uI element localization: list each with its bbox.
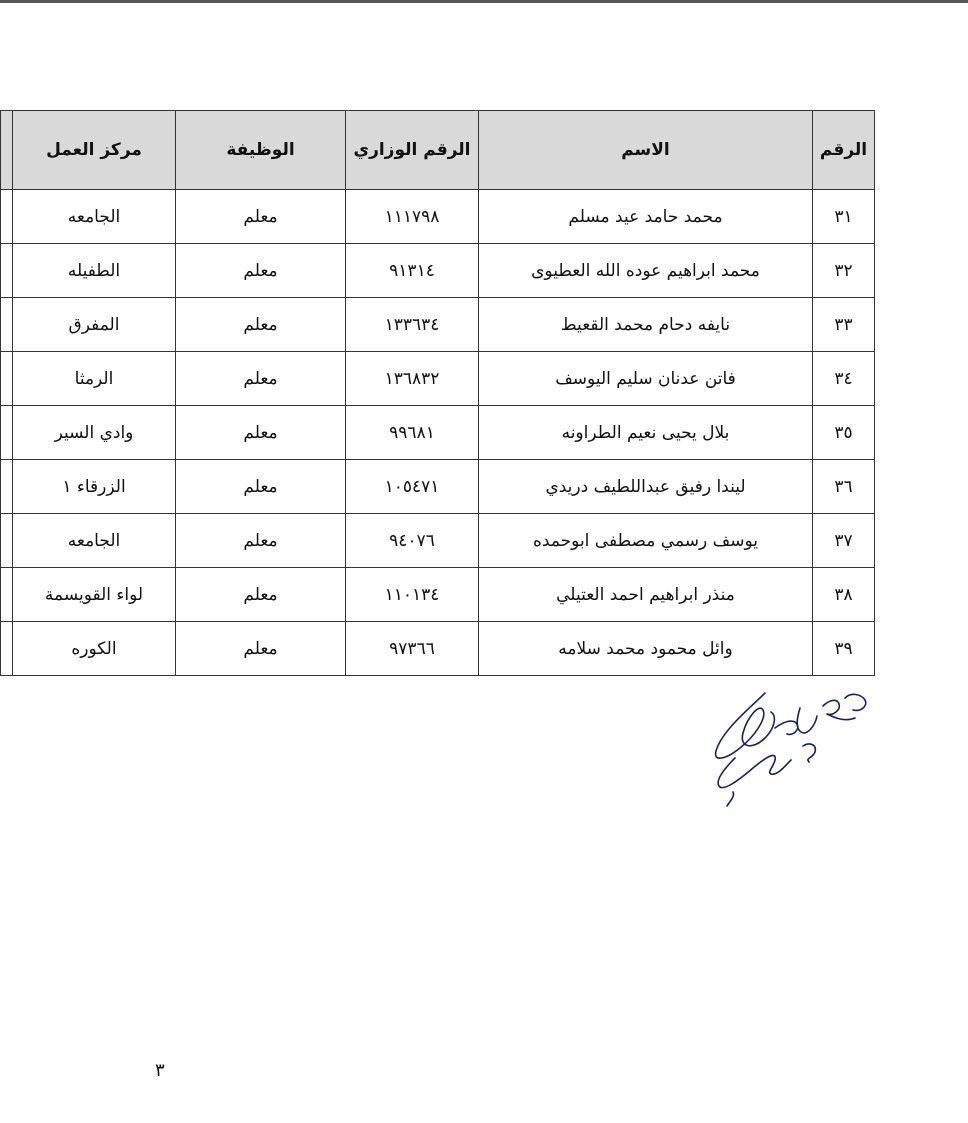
cell-job: معلم [176, 622, 346, 676]
cell-name: يوسف رسمي مصطفى ابوحمده [479, 514, 813, 568]
cell-job: معلم [176, 460, 346, 514]
cell-work-center: الجامعه [13, 514, 176, 568]
cell-ministry-number: ١٠٥٤٧١ [346, 460, 479, 514]
cell-number: ٣٤ [813, 352, 875, 406]
cell-number: ٣٩ [813, 622, 875, 676]
cell-work-center: لواء القويسمة [13, 568, 176, 622]
cell-job: معلم [176, 298, 346, 352]
table-row [1, 622, 875, 676]
cell-work-center: الجامعه [13, 190, 176, 244]
page-number: ٣ [155, 1060, 165, 1081]
header-work-center: مركز العمل [13, 111, 176, 190]
cell-name: محمد حامد عيد مسلم [479, 190, 813, 244]
staff-table-container [0, 110, 874, 676]
cell-extra [1, 190, 13, 244]
cell-extra [1, 352, 13, 406]
cell-work-center: الزرقاء ١ [13, 460, 176, 514]
cell-name: فاتن عدنان سليم اليوسف [479, 352, 813, 406]
header-job: الوظيفة [176, 111, 346, 190]
cell-extra [1, 298, 13, 352]
header-extra [1, 111, 13, 190]
cell-extra [1, 244, 13, 298]
cell-ministry-number: ٩٩٦٨١ [346, 406, 479, 460]
header-number: الرقم [813, 111, 875, 190]
cell-job: معلم [176, 352, 346, 406]
cell-extra [1, 460, 13, 514]
cell-number: ٣٥ [813, 406, 875, 460]
cell-ministry-number: ٩٤٠٧٦ [346, 514, 479, 568]
header-ministry-number: الرقم الوزاري [346, 111, 479, 190]
table-row [1, 244, 875, 298]
cell-ministry-number: ١٣٦٨٣٢ [346, 352, 479, 406]
cell-work-center: الطفيله [13, 244, 176, 298]
cell-number: ٣٣ [813, 298, 875, 352]
header-name: الاسم [479, 111, 813, 190]
cell-extra [1, 622, 13, 676]
cell-name: منذر ابراهيم احمد العتيلي [479, 568, 813, 622]
cell-work-center: وادي السير [13, 406, 176, 460]
cell-work-center: الرمثا [13, 352, 176, 406]
cell-ministry-number: ١٣٣٦٣٤ [346, 298, 479, 352]
table-header-row [1, 111, 875, 190]
cell-ministry-number: ٩١٣١٤ [346, 244, 479, 298]
handwritten-signature [705, 688, 875, 813]
cell-job: معلم [176, 406, 346, 460]
table-row [1, 190, 875, 244]
cell-ministry-number: ٩٧٣٦٦ [346, 622, 479, 676]
cell-name: محمد ابراهيم عوده الله العطيوى [479, 244, 813, 298]
top-border [0, 0, 968, 3]
table-row [1, 514, 875, 568]
cell-ministry-number: ١١١٧٩٨ [346, 190, 479, 244]
cell-number: ٣٧ [813, 514, 875, 568]
cell-number: ٣٢ [813, 244, 875, 298]
cell-name: ليندا رفيق عبداللطيف دريدي [479, 460, 813, 514]
staff-table [0, 110, 875, 676]
cell-extra [1, 514, 13, 568]
cell-work-center: المفرق [13, 298, 176, 352]
cell-work-center: الكوره [13, 622, 176, 676]
cell-number: ٣٦ [813, 460, 875, 514]
cell-name: نايفه دحام محمد القعيط [479, 298, 813, 352]
cell-job: معلم [176, 244, 346, 298]
cell-job: معلم [176, 514, 346, 568]
cell-name: وائل محمود محمد سلامه [479, 622, 813, 676]
table-row [1, 352, 875, 406]
cell-job: معلم [176, 568, 346, 622]
table-row [1, 406, 875, 460]
cell-number: ٣١ [813, 190, 875, 244]
table-row [1, 568, 875, 622]
cell-job: معلم [176, 190, 346, 244]
cell-name: بلال يحيى نعيم الطراونه [479, 406, 813, 460]
cell-extra [1, 568, 13, 622]
cell-number: ٣٨ [813, 568, 875, 622]
table-row [1, 460, 875, 514]
cell-extra [1, 406, 13, 460]
table-row [1, 298, 875, 352]
cell-ministry-number: ١١٠١٣٤ [346, 568, 479, 622]
